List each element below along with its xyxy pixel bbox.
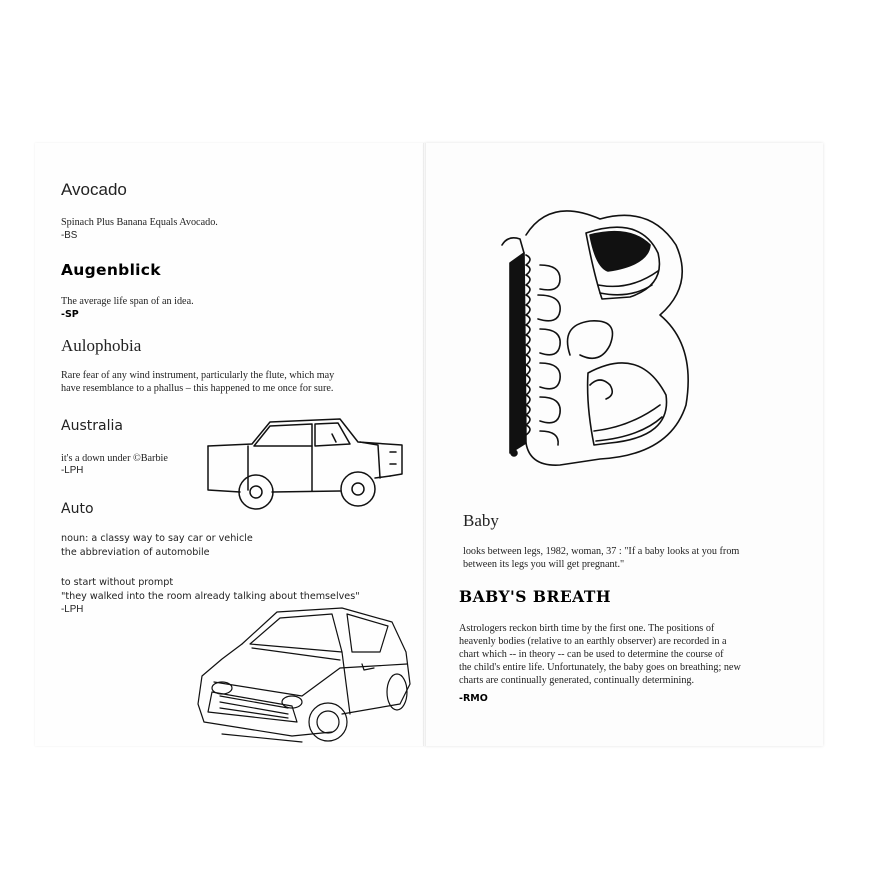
car-sketch-icon [192, 604, 417, 749]
auto-heading: Auto [61, 501, 94, 517]
aulophobia-heading: Aulophobia [61, 336, 142, 355]
australia-signature: -LPH [61, 465, 84, 476]
avocado-heading: Avocado [61, 180, 127, 199]
aulophobia-text: Rare fear of any wind instrument, particularly the flute, which may have resemblance to a phallus – this happened to me once for sure. [61, 370, 335, 394]
avocado-text: Spinach Plus Banana Equals Avocado. [61, 217, 218, 228]
australia-heading: Australia [61, 418, 123, 434]
book-gutter [423, 143, 426, 746]
baby-text: looks between legs, 1982, woman, 37 : "If a baby looks at you from between its legs you will get pregnant." [463, 546, 740, 570]
auto-line-4: "they walked into the room already talking about themselves" [61, 591, 360, 602]
babys-breath-text: Astrologers reckon birth time by the first one. The positions of heavenly bodies (relative to an earthly observer) are recorded in a chart which -- in theory -- can be used to determine the course of the child's entire life. Unfortunately, the baby goes on breathing; new charts are continually generated, continually determining. [459, 623, 741, 686]
auto-line-1: noun: a classy way to say car or vehicle [61, 533, 253, 544]
avocado-signature: -BS [61, 230, 78, 241]
augenblick-heading: Augenblick [61, 261, 161, 279]
babys-breath-heading: BABY'S BREATH [459, 587, 612, 606]
auto-line-2: the abbreviation of automobile [61, 547, 210, 558]
australia-text: it's a down under ©Barbie [61, 453, 168, 464]
auto-line-3: to start without prompt [61, 577, 174, 588]
babys-breath-signature: -RMO [459, 693, 488, 704]
augenblick-signature: -SP [61, 309, 79, 320]
auto-signature: -LPH [61, 604, 84, 615]
sedan-sketch-icon [200, 412, 410, 512]
augenblick-text: The average life span of an idea. [61, 296, 194, 307]
baby-heading: Baby [463, 511, 499, 530]
decorative-letter-b-icon [490, 205, 700, 475]
